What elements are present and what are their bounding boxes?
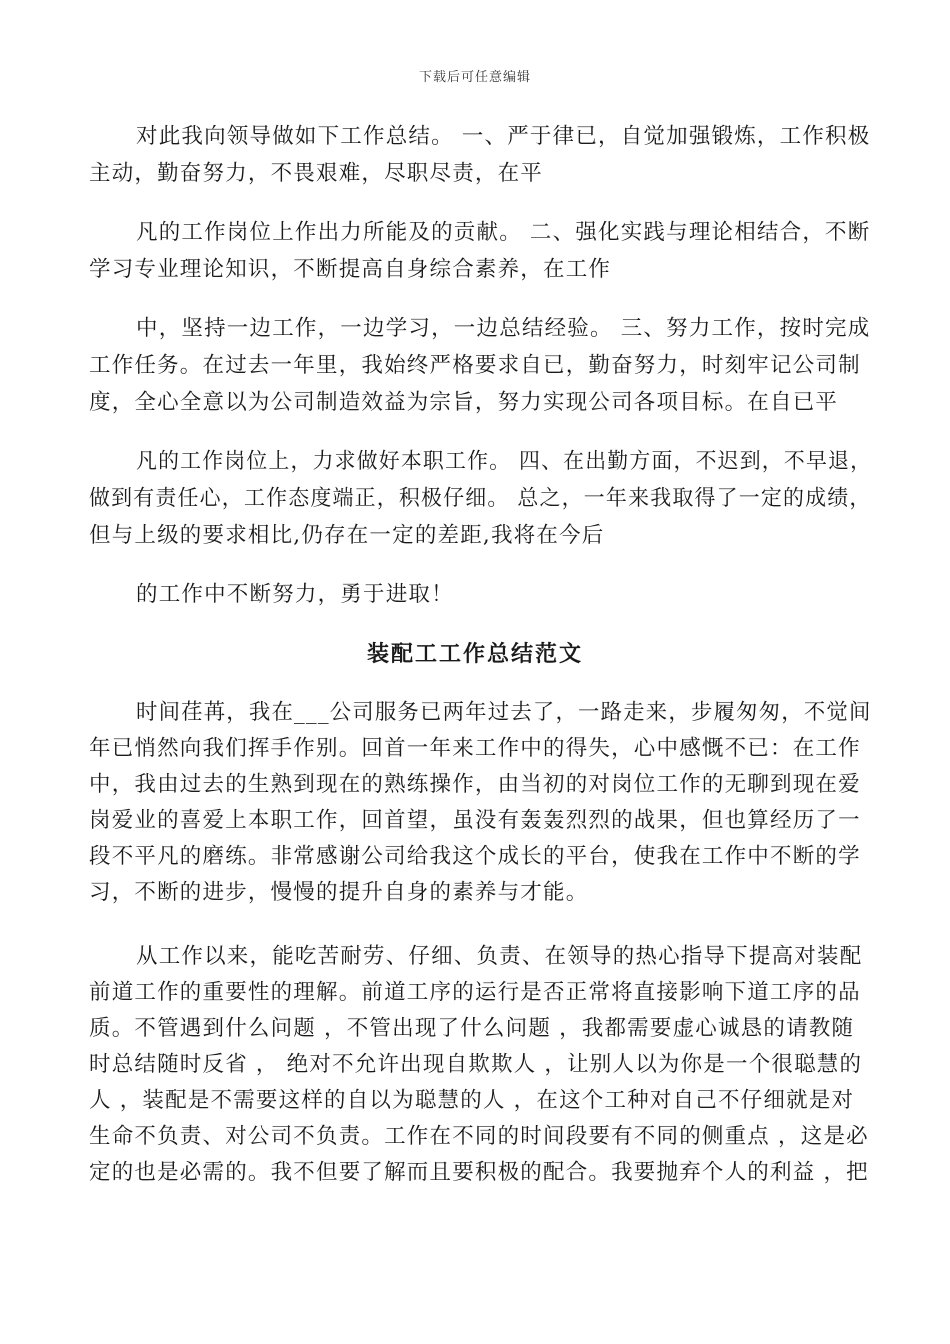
paragraph-line: 段不平凡的磨练。非常感谢公司给我这个成长的平台，使我在工作中不断的学 <box>89 844 861 869</box>
paragraph-line: 年已悄然向我们挥手作别。回首一年来工作中的得失，心中感慨不已：在工作 <box>89 736 861 761</box>
section-title: 装配工工作总结范文 <box>366 641 583 667</box>
paragraph-line: 工作任务。在过去一年里，我始终严格要求自已，勤奋努力，时刻牢记公司制 <box>89 353 861 378</box>
paragraph-line: 学习专业理论知识，不断提高自身综合素养，在工作 <box>89 257 612 282</box>
paragraph-line: 中，我由过去的生熟到现在的熟练操作，由当初的对岗位工作的无聊到现在爱 <box>89 772 861 797</box>
paragraph-line: 前道工作的重要性的理解。前道工序的运行是否正常将直接影响下道工序的品 <box>89 980 861 1005</box>
paragraph-line: 中，坚持一边工作，一边学习，一边总结经验。 三、努力工作，按时完成 <box>136 316 871 341</box>
paragraph-line: 质。不管遇到什么问题 ，不管出现了什么问题 ，我都需要虚心诚恳的请教随 <box>89 1016 855 1041</box>
paragraph-line: 习，不断的进步，慢慢的提升自身的素养与才能。 <box>89 880 589 905</box>
paragraph-line: 但与上级的要求相比,仍存在一定的差距,我将在今后 <box>89 523 605 548</box>
page-header: 下载后可任意编辑 <box>418 70 531 85</box>
paragraph-line: 主动，勤奋努力，不畏艰难，尽职尽责，在平 <box>89 161 544 186</box>
paragraph-line: 定的也是必需的。我不但要了解而且要积极的配合。我要抛弃个人的利益 ，把 <box>89 1160 869 1185</box>
paragraph-line: 生命不负责、对公司不负责。工作在不同的时间段要有不同的侧重点 ，这是必 <box>89 1124 869 1149</box>
paragraph-line: 岗爱业的喜爱上本职工作，回首望，虽没有轰轰烈烈的战果，但也算经历了一 <box>89 808 861 833</box>
paragraph-line: 时间荏苒，我在___公司服务已两年过去了，一路走来，步履匆匆，不觉间 <box>136 700 872 725</box>
paragraph-line: 做到有责任心，工作态度端正，积极仔细。 总之，一年来我取得了一定的成绩， <box>89 486 872 511</box>
paragraph-line: 从工作以来，能吃苦耐劳、仔细、负责、在领导的热心指导下提高对装配 <box>136 944 863 969</box>
paragraph-line: 对此我向领导做如下工作总结。 一、严于律已，自觉加强锻炼，工作积极 <box>136 124 871 149</box>
paragraph-line: 度，全心全意以为公司制造效益为宗旨，努力实现公司各项目标。在自已平 <box>89 390 839 415</box>
paragraph-line: 凡的工作岗位上，力求做好本职工作。 四、在出勤方面，不迟到，不早退， <box>136 449 873 474</box>
paragraph-line: 凡的工作岗位上作出力所能及的贡献。 二、强化实践与理论相结合，不断 <box>136 220 871 245</box>
paragraph-line: 人 ，装配是不需要这样的自以为聪慧的人 ，在这个工种对自己不仔细就是对 <box>89 1088 855 1113</box>
paragraph-line: 的工作中不断努力，勇于进取！ <box>136 582 454 607</box>
paragraph-line: 时总结随时反省 ， 绝对不允许出现自欺欺人 ，让别人以为你是一个很聪慧的 <box>89 1052 863 1077</box>
